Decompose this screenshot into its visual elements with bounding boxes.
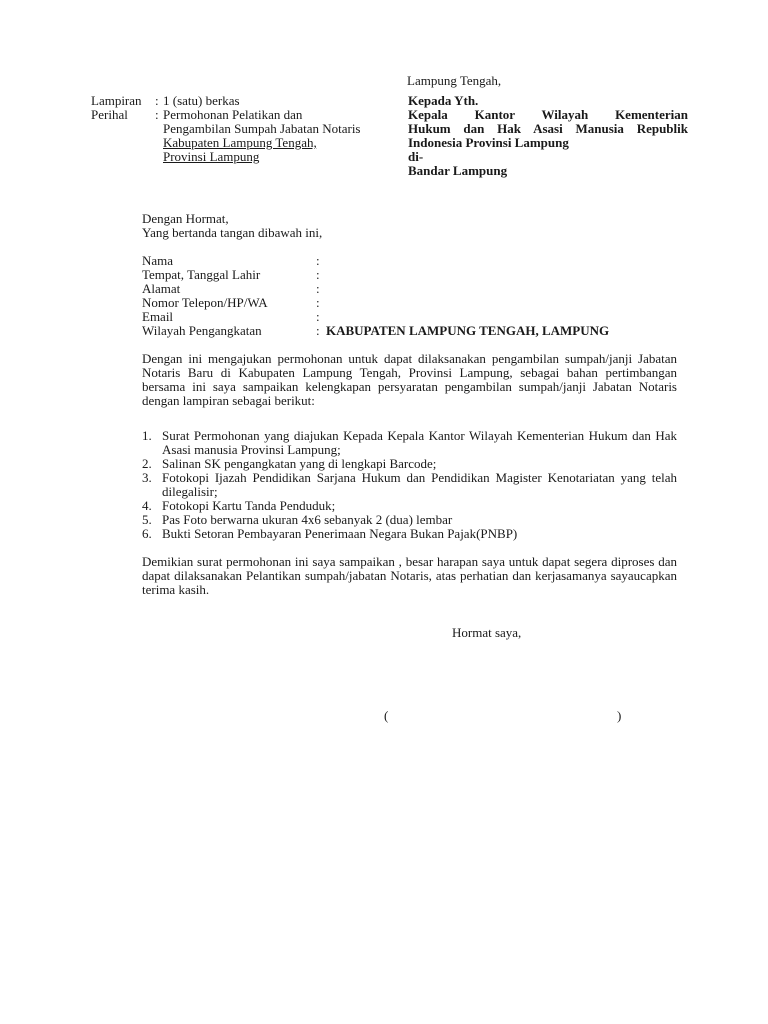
list-number: 5. bbox=[142, 512, 152, 527]
perihal-line-1: Permohonan Pelatikan dan bbox=[163, 107, 303, 122]
list-item bbox=[142, 429, 677, 457]
list-text: Fotokopi Kartu Tanda Penduduk; bbox=[162, 498, 336, 513]
request-paragraph: Dengan ini mengajukan permohonan untuk dapat dilaksanakan pengambilan sumpah/janji Jabatan Notaris Baru di Kabupaten Lampung Tengah, Provinsi Lampung, sebagai bahan pertimbangan bersama ini saya sampaikan kelengkapan persyaratan pengambilan sumpah/janji Jabatan Notaris dengan lampiran sebagai berikut: bbox=[142, 351, 677, 408]
perihal-line-4: Provinsi Lampung bbox=[163, 149, 260, 164]
field-colon: : bbox=[316, 281, 320, 296]
field-colon: : bbox=[316, 267, 320, 282]
field-label: Nama bbox=[142, 253, 174, 268]
list-item bbox=[142, 471, 677, 499]
recipient-block bbox=[408, 94, 688, 178]
signature-close-paren: ) bbox=[617, 708, 622, 723]
list-number: 6. bbox=[142, 526, 152, 541]
list-number: 2. bbox=[142, 456, 152, 471]
salutation: Dengan Hormat, bbox=[142, 211, 229, 226]
perihal-row bbox=[91, 108, 391, 122]
list-text: Fotokopi Ijazah Pendidikan Sarjana Hukum dan Pendidikan Magister Kenotariatan yang telah dilegalisir; bbox=[162, 470, 677, 499]
field-row bbox=[142, 254, 682, 268]
field-row bbox=[142, 282, 682, 296]
lampiran-value: 1 (satu) berkas bbox=[163, 93, 240, 108]
greeting bbox=[142, 212, 322, 240]
perihal-label: Perihal bbox=[91, 107, 128, 122]
field-row bbox=[142, 310, 682, 324]
perihal-line-3: Kabupaten Lampung Tengah, bbox=[163, 135, 317, 150]
list-text: Salinan SK pengangkatan yang di lengkapi Barcode; bbox=[162, 456, 437, 471]
field-colon: : bbox=[316, 295, 320, 310]
list-item bbox=[142, 527, 677, 541]
field-value-wilayah: KABUPATEN LAMPUNG TENGAH, LAMPUNG bbox=[326, 323, 610, 338]
perihal-line-2: Pengambilan Sumpah Jabatan Notaris bbox=[163, 121, 361, 136]
list-item bbox=[142, 499, 677, 513]
date-line: Lampung Tengah, bbox=[407, 73, 502, 88]
lampiran-colon: : bbox=[155, 93, 159, 108]
list-number: 4. bbox=[142, 498, 152, 513]
requirements-list bbox=[142, 429, 677, 541]
letter-meta bbox=[91, 94, 391, 164]
lampiran-row bbox=[91, 94, 391, 108]
closing-greeting: Hormat saya, bbox=[452, 625, 522, 640]
field-row bbox=[142, 324, 682, 338]
field-label: Alamat bbox=[142, 281, 181, 296]
field-label: Nomor Telepon/HP/WA bbox=[142, 295, 268, 310]
closing-paragraph: Demikian surat permohonan ini saya sampaikan , besar harapan saya untuk dapat segera diproses dan dapat dilaksanakan Pelantikan sumpah/jabatan Notaris, atas perhatian dan kerjasamanya sayaucapkan terima kasih. bbox=[142, 554, 677, 597]
perihal-colon: : bbox=[155, 107, 159, 122]
recipient-line-6: Bandar Lampung bbox=[408, 163, 508, 178]
list-number: 1. bbox=[142, 428, 152, 443]
recipient-line-4: Indonesia Provinsi Lampung bbox=[408, 135, 569, 150]
recipient-line-2: Kepala Kantor Wilayah Kementerian bbox=[408, 107, 688, 122]
list-text: Surat Permohonan yang diajukan Kepada Kepala Kantor Wilayah Kementerian Hukum dan Hak Asasi manusia Provinsi Lampung; bbox=[162, 428, 677, 457]
field-colon: : bbox=[316, 309, 320, 324]
list-item bbox=[142, 513, 677, 527]
recipient-line-1: Kepada Yth. bbox=[408, 93, 479, 108]
field-label: Tempat, Tanggal Lahir bbox=[142, 267, 261, 282]
field-label: Wilayah Pengangkatan bbox=[142, 323, 262, 338]
intro-line: Yang bertanda tangan dibawah ini, bbox=[142, 225, 323, 240]
field-label: Email bbox=[142, 309, 174, 324]
identity-fields bbox=[142, 254, 682, 338]
lampiran-label: Lampiran bbox=[91, 93, 142, 108]
field-colon: : bbox=[316, 323, 320, 338]
list-text: Bukti Setoran Pembayaran Penerimaan Negara Bukan Pajak(PNBP) bbox=[162, 526, 518, 541]
field-row bbox=[142, 296, 682, 310]
list-number: 3. bbox=[142, 470, 152, 485]
list-item bbox=[142, 457, 677, 471]
list-text: Pas Foto berwarna ukuran 4x6 sebanyak 2 (dua) lembar bbox=[162, 512, 453, 527]
field-colon: : bbox=[316, 253, 320, 268]
recipient-line-5: di- bbox=[408, 149, 424, 164]
signature-open-paren: ( bbox=[384, 708, 389, 723]
field-row bbox=[142, 268, 682, 282]
recipient-line-3: Hukum dan Hak Asasi Manusia Republik bbox=[408, 121, 688, 136]
